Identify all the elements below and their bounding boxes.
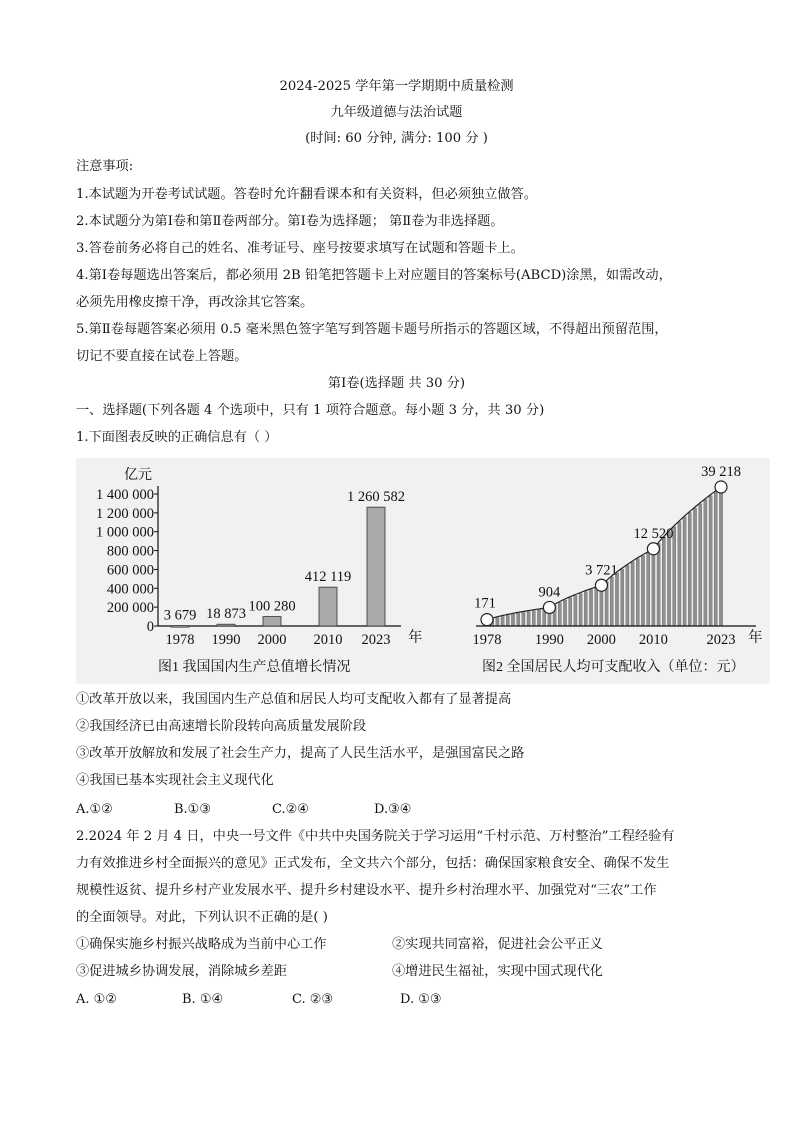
gdp-bar-chart <box>76 458 446 684</box>
income-column <box>667 532 670 626</box>
gdp-bar <box>217 624 235 626</box>
income-column <box>662 538 665 626</box>
income-point <box>715 481 727 493</box>
income-point <box>647 543 659 555</box>
income-column <box>678 522 681 626</box>
exam-title: 2024-2025 学年第一学期期中质量检测 <box>279 79 514 94</box>
q1-statement: ①改革开放以来，我国国内生产总值和居民人均可支配收入都有了显著提高 <box>76 692 512 707</box>
q2-statement: ③促进城乡协调发展，消除城乡差距 <box>76 964 287 979</box>
income-column <box>574 596 577 626</box>
x-tick-label: 2010 <box>313 632 343 648</box>
x-tick-label: 2000 <box>586 632 616 648</box>
q2-statement: ④增进民生福祉，实现中国式现代化 <box>392 964 603 979</box>
y-tick-label: 600 000 <box>106 562 154 579</box>
note-line: 切记不要直接在试卷上答题。 <box>76 349 248 364</box>
x-tick-label: 1978 <box>165 632 195 648</box>
x-tick-label: 1990 <box>211 632 241 648</box>
x-tick-label: 2000 <box>257 632 287 648</box>
income-point <box>481 614 493 626</box>
q1-option-b[interactable]: B.①③ <box>174 802 211 817</box>
income-column <box>626 565 629 626</box>
x-tick-label: 1990 <box>534 632 564 648</box>
income-column <box>621 569 624 626</box>
q1-statement: ④我国已基本实现社会主义现代化 <box>76 773 274 788</box>
x-tick-label: 2023 <box>361 632 391 648</box>
x-tick-label: 1978 <box>472 632 502 648</box>
data-label: 171 <box>474 595 496 612</box>
income-column <box>615 573 618 626</box>
income-column <box>719 488 722 626</box>
gdp-bar <box>263 617 281 626</box>
note-line: 必须先用橡皮擦干净，再改涂其它答案。 <box>76 295 314 310</box>
q2-option-c[interactable]: C. ②③ <box>292 992 334 1007</box>
data-label: 3 721 <box>585 562 618 579</box>
income-column <box>506 615 509 626</box>
q1-statement: ③改革开放解放和发展了社会生产力，提高了人民生活水平，是强国富民之路 <box>76 746 525 761</box>
income-area-chart <box>446 458 770 684</box>
q2-option-a[interactable]: A. ①② <box>76 992 117 1007</box>
q1-statement: ②我国经济已由高速增长阶段转向高质量发展阶段 <box>76 719 367 734</box>
income-column <box>631 562 634 626</box>
gdp-bar <box>171 626 189 628</box>
income-column <box>558 603 561 626</box>
q1-option-c[interactable]: C.②④ <box>272 802 309 817</box>
q2-statement: ①确保实施乡村振兴战略成为当前中心工作 <box>76 937 327 952</box>
q2-statement: ②实现共同富裕，促进社会公平正义 <box>392 937 603 952</box>
note-line: 1.本试题为开卷考试试题。答卷时允许翻看课本和有关资料，但必须独立做答。 <box>76 187 537 202</box>
exam-subtitle: 九年级道德与法治试题 <box>330 105 463 120</box>
y-tick-label: 1 000 000 <box>96 524 154 541</box>
income-column <box>501 617 504 626</box>
data-label: 904 <box>538 584 561 601</box>
data-label: 3 679 <box>163 607 197 624</box>
section-title: 第Ⅰ卷(选择题 共 30 分) <box>327 376 466 391</box>
gdp-bar <box>367 507 385 626</box>
income-column <box>589 590 592 626</box>
income-column <box>657 543 660 626</box>
note-line: 5.第Ⅱ卷每题答案必须用 0.5 毫米黑色签字笔写到答题卡题号所指示的答题区域，不得超出预留范围， <box>76 322 668 337</box>
income-column <box>641 556 644 626</box>
x-axis-label: 年 <box>408 630 423 646</box>
q2-stem-line: 规模性返贫、提升乡村产业发展水平、提升乡村建设水平、提升乡村治理水平、加强党对“三农”工作 <box>76 883 657 898</box>
income-column <box>600 586 603 626</box>
data-label: 412 119 <box>304 569 352 586</box>
y-tick-label: 800 000 <box>106 543 154 560</box>
income-column <box>709 496 712 626</box>
y-tick-label: 200 000 <box>106 600 154 617</box>
chart-title: 图2 全国居民人均可支配收入（单位：元） <box>482 660 745 675</box>
y-tick-label: 400 000 <box>106 581 154 598</box>
income-column <box>496 618 499 626</box>
income-column <box>704 500 707 626</box>
notes-heading: 注意事项: <box>76 159 134 174</box>
gdp-bar <box>319 587 337 626</box>
income-point <box>543 601 555 613</box>
income-column <box>569 598 572 626</box>
income-column <box>636 559 639 626</box>
income-column <box>714 492 717 626</box>
x-axis-label: 年 <box>748 630 763 646</box>
income-column <box>579 593 582 626</box>
y-tick-label: 0 <box>146 619 154 635</box>
q2-option-d[interactable]: D. ①③ <box>400 992 442 1007</box>
data-label: 12 520 <box>633 525 674 542</box>
income-column <box>522 612 525 626</box>
income-column <box>517 613 520 626</box>
data-label: 1 260 582 <box>347 489 405 506</box>
income-column <box>584 592 587 626</box>
exam-time-info: (时间: 60 分钟, 满分: 100 分 ) <box>305 131 488 146</box>
y-tick-label: 1 400 000 <box>96 487 154 503</box>
chart-title: 图1 我国国内生产总值增长情况 <box>158 660 351 675</box>
q1-stem: 1.下面图表反映的正确信息有（ ） <box>76 430 278 445</box>
note-line: 4.第Ⅰ卷每题选出答案后，都必须用 2B 铅笔把答题卡上对应题目的答案标号(ABCD)涂黑，如需改动， <box>76 268 672 283</box>
q1-option-d[interactable]: D.③④ <box>374 802 412 817</box>
income-column <box>563 600 566 626</box>
q1-option-a[interactable]: A.①② <box>76 802 113 817</box>
income-point <box>595 579 607 591</box>
y-tick-label: 1 200 000 <box>96 505 154 522</box>
x-tick-label: 2023 <box>706 632 736 648</box>
data-label: 18 873 <box>206 606 246 623</box>
q2-option-b[interactable]: B. ①④ <box>182 992 224 1007</box>
income-column <box>652 550 655 626</box>
income-column <box>647 553 650 626</box>
income-column <box>511 614 514 626</box>
income-column <box>693 508 696 626</box>
income-column <box>610 577 613 626</box>
data-label: 39 218 <box>701 464 741 480</box>
x-tick-label: 2010 <box>638 632 668 648</box>
income-column <box>683 517 686 626</box>
income-column <box>688 512 691 626</box>
income-column <box>532 611 535 626</box>
income-column <box>595 588 598 626</box>
q1-figure <box>76 458 770 684</box>
q2-stem-line: 的全面领导。对此，下列认识不正确的是( ) <box>76 910 328 925</box>
section-instruction: 一、选择题(下列各题 4 个选项中，只有 1 项符合题意。每小题 3 分，共 30 分) <box>76 403 545 418</box>
y-axis-label: 亿元 <box>124 468 152 483</box>
income-column <box>699 504 702 626</box>
q2-stem-line: 力有效推进乡村全面振兴的意见》正式发布，全文共六个部分，包括：确保国家粮食安全、确保不发生 <box>76 856 670 871</box>
data-label: 100 280 <box>248 598 296 615</box>
q2-stem-line: 2.2024 年 2 月 4 日，中央一号文件《中共中央国务院关于学习运用“千村示范、万村整治”工程经验有 <box>76 829 675 844</box>
income-column <box>527 612 530 626</box>
note-line: 2.本试题分为第Ⅰ卷和第Ⅱ卷两部分。第Ⅰ卷为选择题； 第Ⅱ卷为非选择题。 <box>76 214 504 229</box>
note-line: 3.答卷前务必将自己的姓名、准考证号、座号按要求填写在试题和答题卡上。 <box>76 241 524 256</box>
income-column <box>537 610 540 626</box>
